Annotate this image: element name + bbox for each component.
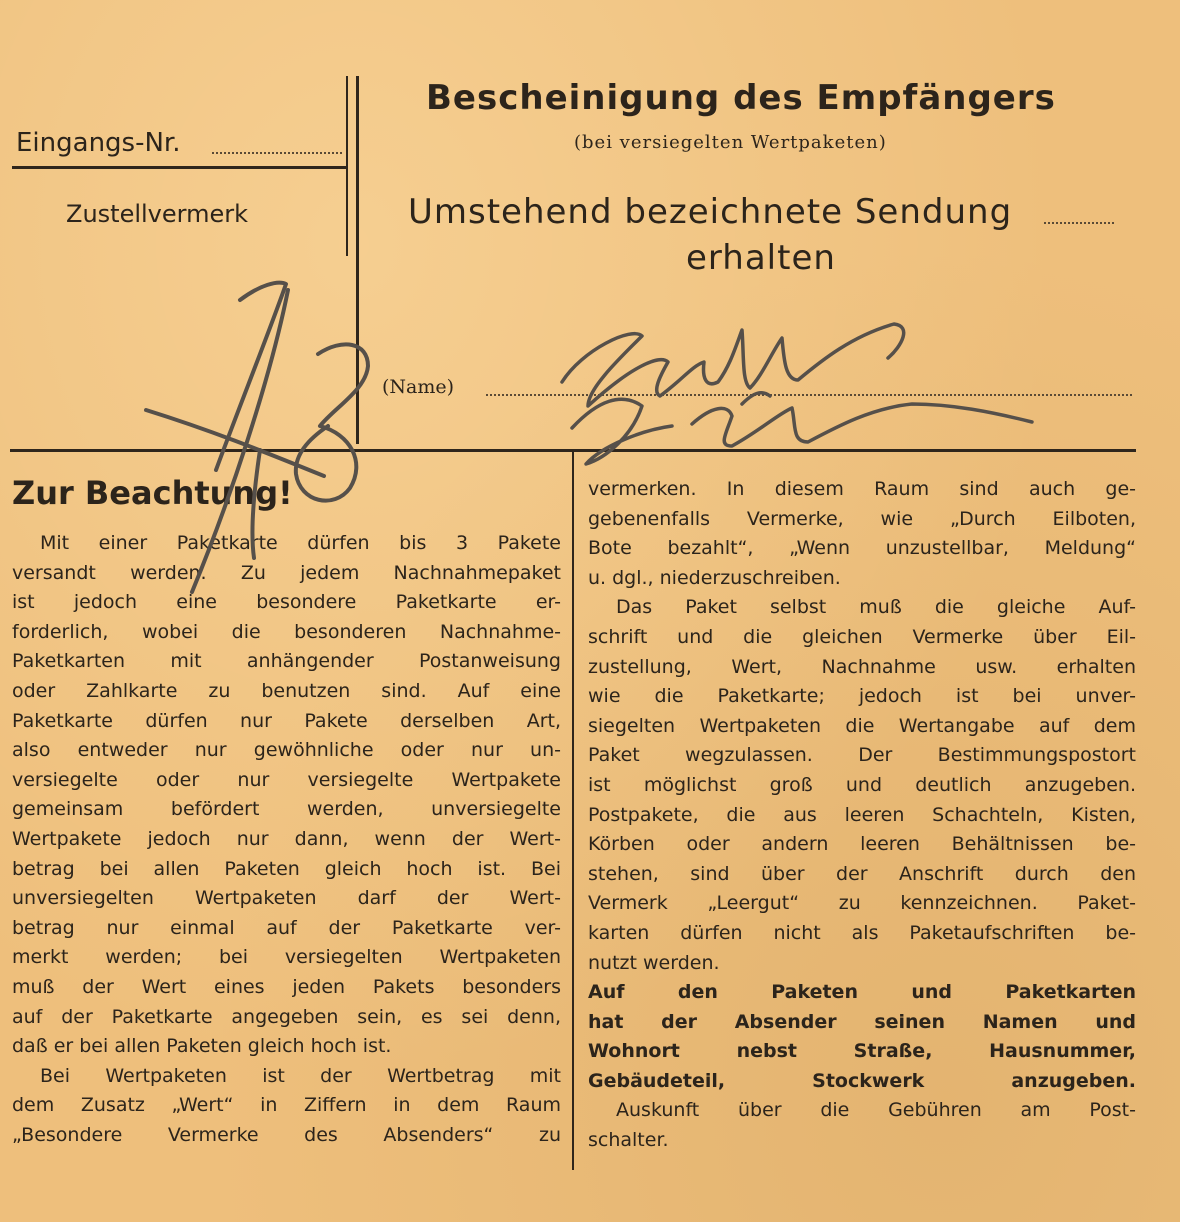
notice-line: Das Paket selbst muß die gleiche Auf-	[616, 596, 1136, 619]
notice-line: schrift und die gleichen Vermerke über Eil-	[588, 625, 1136, 648]
notice-line: ist möglichst groß und deutlich anzugeben.	[588, 773, 1136, 796]
notice-line: dem Zusatz „Wert“ in Ziffern in dem Raum	[12, 1094, 561, 1117]
notice-line: versandt werden. Zu jedem Nachnahmepaket	[12, 561, 561, 584]
certificate-title: Bescheinigung des Empfängers	[426, 78, 1056, 118]
zustellvermerk-label: Zustellvermerk	[66, 200, 248, 228]
notice-title: Zur Beachtung!	[12, 474, 293, 512]
receipt-statement-line2: erhalten	[686, 238, 836, 278]
notice-line: daß er bei allen Paketen gleich hoch ist.	[12, 1035, 392, 1058]
notice-line: zustellung, Wert, Nachnahme usw. erhalten	[588, 655, 1136, 678]
notice-line: betrag nur einmal auf der Paketkarte ver-	[12, 916, 561, 939]
notice-right-column	[588, 475, 1136, 1156]
handwritten-delivery-mark	[120, 240, 480, 760]
notice-line: auf der Paketkarte angegeben sein, es sei denn,	[12, 1005, 561, 1028]
notice-line: „Besondere Vermerke des Absenders“ zu	[12, 1123, 561, 1146]
notice-line: Auf den Paketen und Paketkarten	[588, 981, 1136, 1004]
name-label: (Name)	[382, 376, 455, 398]
notice-line: Bei Wertpaketen ist der Wertbetrag mit	[40, 1064, 561, 1087]
notice-line: Bote bezahlt“, „Wenn unzustellbar, Meldung“	[588, 537, 1136, 560]
notice-line: merkt werden; bei versiegelten Wertpaketen	[12, 946, 561, 969]
notice-line: forderlich, wobei die besonderen Nachnahme-	[12, 620, 561, 643]
notice-line: unversiegelten Wertpaketen darf der Wert-	[12, 887, 561, 910]
notice-line: muß der Wert eines jeden Pakets besonders	[12, 975, 561, 998]
notice-line: Paket wegzulassen. Der Bestimmungspostort	[588, 744, 1136, 767]
notice-line: u. dgl., niederzuschreiben.	[588, 566, 841, 589]
notice-line: schalter.	[588, 1129, 669, 1152]
eingang-dotted-line	[212, 152, 342, 154]
handwritten-signature	[492, 296, 1052, 496]
notice-line: Wertpakete jedoch nur dann, wenn der Wert-	[12, 827, 561, 850]
notice-line: karten dürfen nicht als Paketaufschriften be-	[588, 921, 1136, 944]
notice-line: Paketkarte dürfen nur Pakete derselben Art,	[12, 709, 561, 732]
notice-line: versiegelte oder nur versiegelte Wertpakete	[12, 768, 561, 791]
notice-line: betrag bei allen Paketen gleich hoch ist. Bei	[12, 857, 561, 880]
notice-line: Postpakete, die aus leeren Schachteln, Kisten,	[588, 803, 1136, 826]
statement-dotted-line	[1044, 222, 1114, 224]
notice-line: wie die Paketkarte; jedoch ist bei unver-	[588, 685, 1136, 708]
notice-line: siegelten Wertpaketen die Wertangabe auf dem	[588, 714, 1136, 737]
notice-line: Auskunft über die Gebühren am Post-	[616, 1099, 1136, 1122]
notice-line: nutzt werden.	[588, 951, 720, 974]
receipt-statement-line1: Umstehend bezeichnete Sendung	[408, 192, 1013, 232]
notice-line: gemeinsam befördert werden, unversiegelte	[12, 798, 561, 821]
notice-line: hat der Absender seinen Namen und	[588, 1010, 1136, 1033]
notice-line: also entweder nur gewöhnliche oder nur un-	[12, 739, 561, 762]
eingang-underline	[12, 166, 348, 169]
notice-line: Gebäudeteil, Stockwerk anzugeben.	[588, 1069, 1136, 1092]
notice-line: stehen, sind über der Anschrift durch den	[588, 862, 1136, 885]
notice-line: Wohnort nebst Straße, Hausnummer,	[588, 1040, 1136, 1063]
notice-line: Vermerk „Leergut“ zu kennzeichnen. Paket-	[588, 892, 1136, 915]
notice-line: Mit einer Paketkarte dürfen bis 3 Pakete	[40, 532, 561, 554]
notice-line: vermerken. In diesem Raum sind auch ge-	[588, 478, 1136, 500]
notice-line: Paketkarten mit anhängender Postanweisung	[12, 650, 561, 673]
notice-line: Körben oder andern leeren Behältnissen be-	[588, 833, 1136, 856]
certificate-subtitle: (bei versiegelten Wertpaketen)	[574, 132, 887, 153]
eingang-label: Eingangs-Nr.	[16, 128, 181, 158]
column-divider	[572, 452, 574, 1170]
notice-line: gebenenfalls Vermerke, wie „Durch Eilboten,	[588, 507, 1136, 530]
notice-line: ist jedoch eine besondere Paketkarte er-	[12, 591, 561, 614]
notice-line: oder Zahlkarte zu benutzen sind. Auf eine	[12, 679, 561, 702]
